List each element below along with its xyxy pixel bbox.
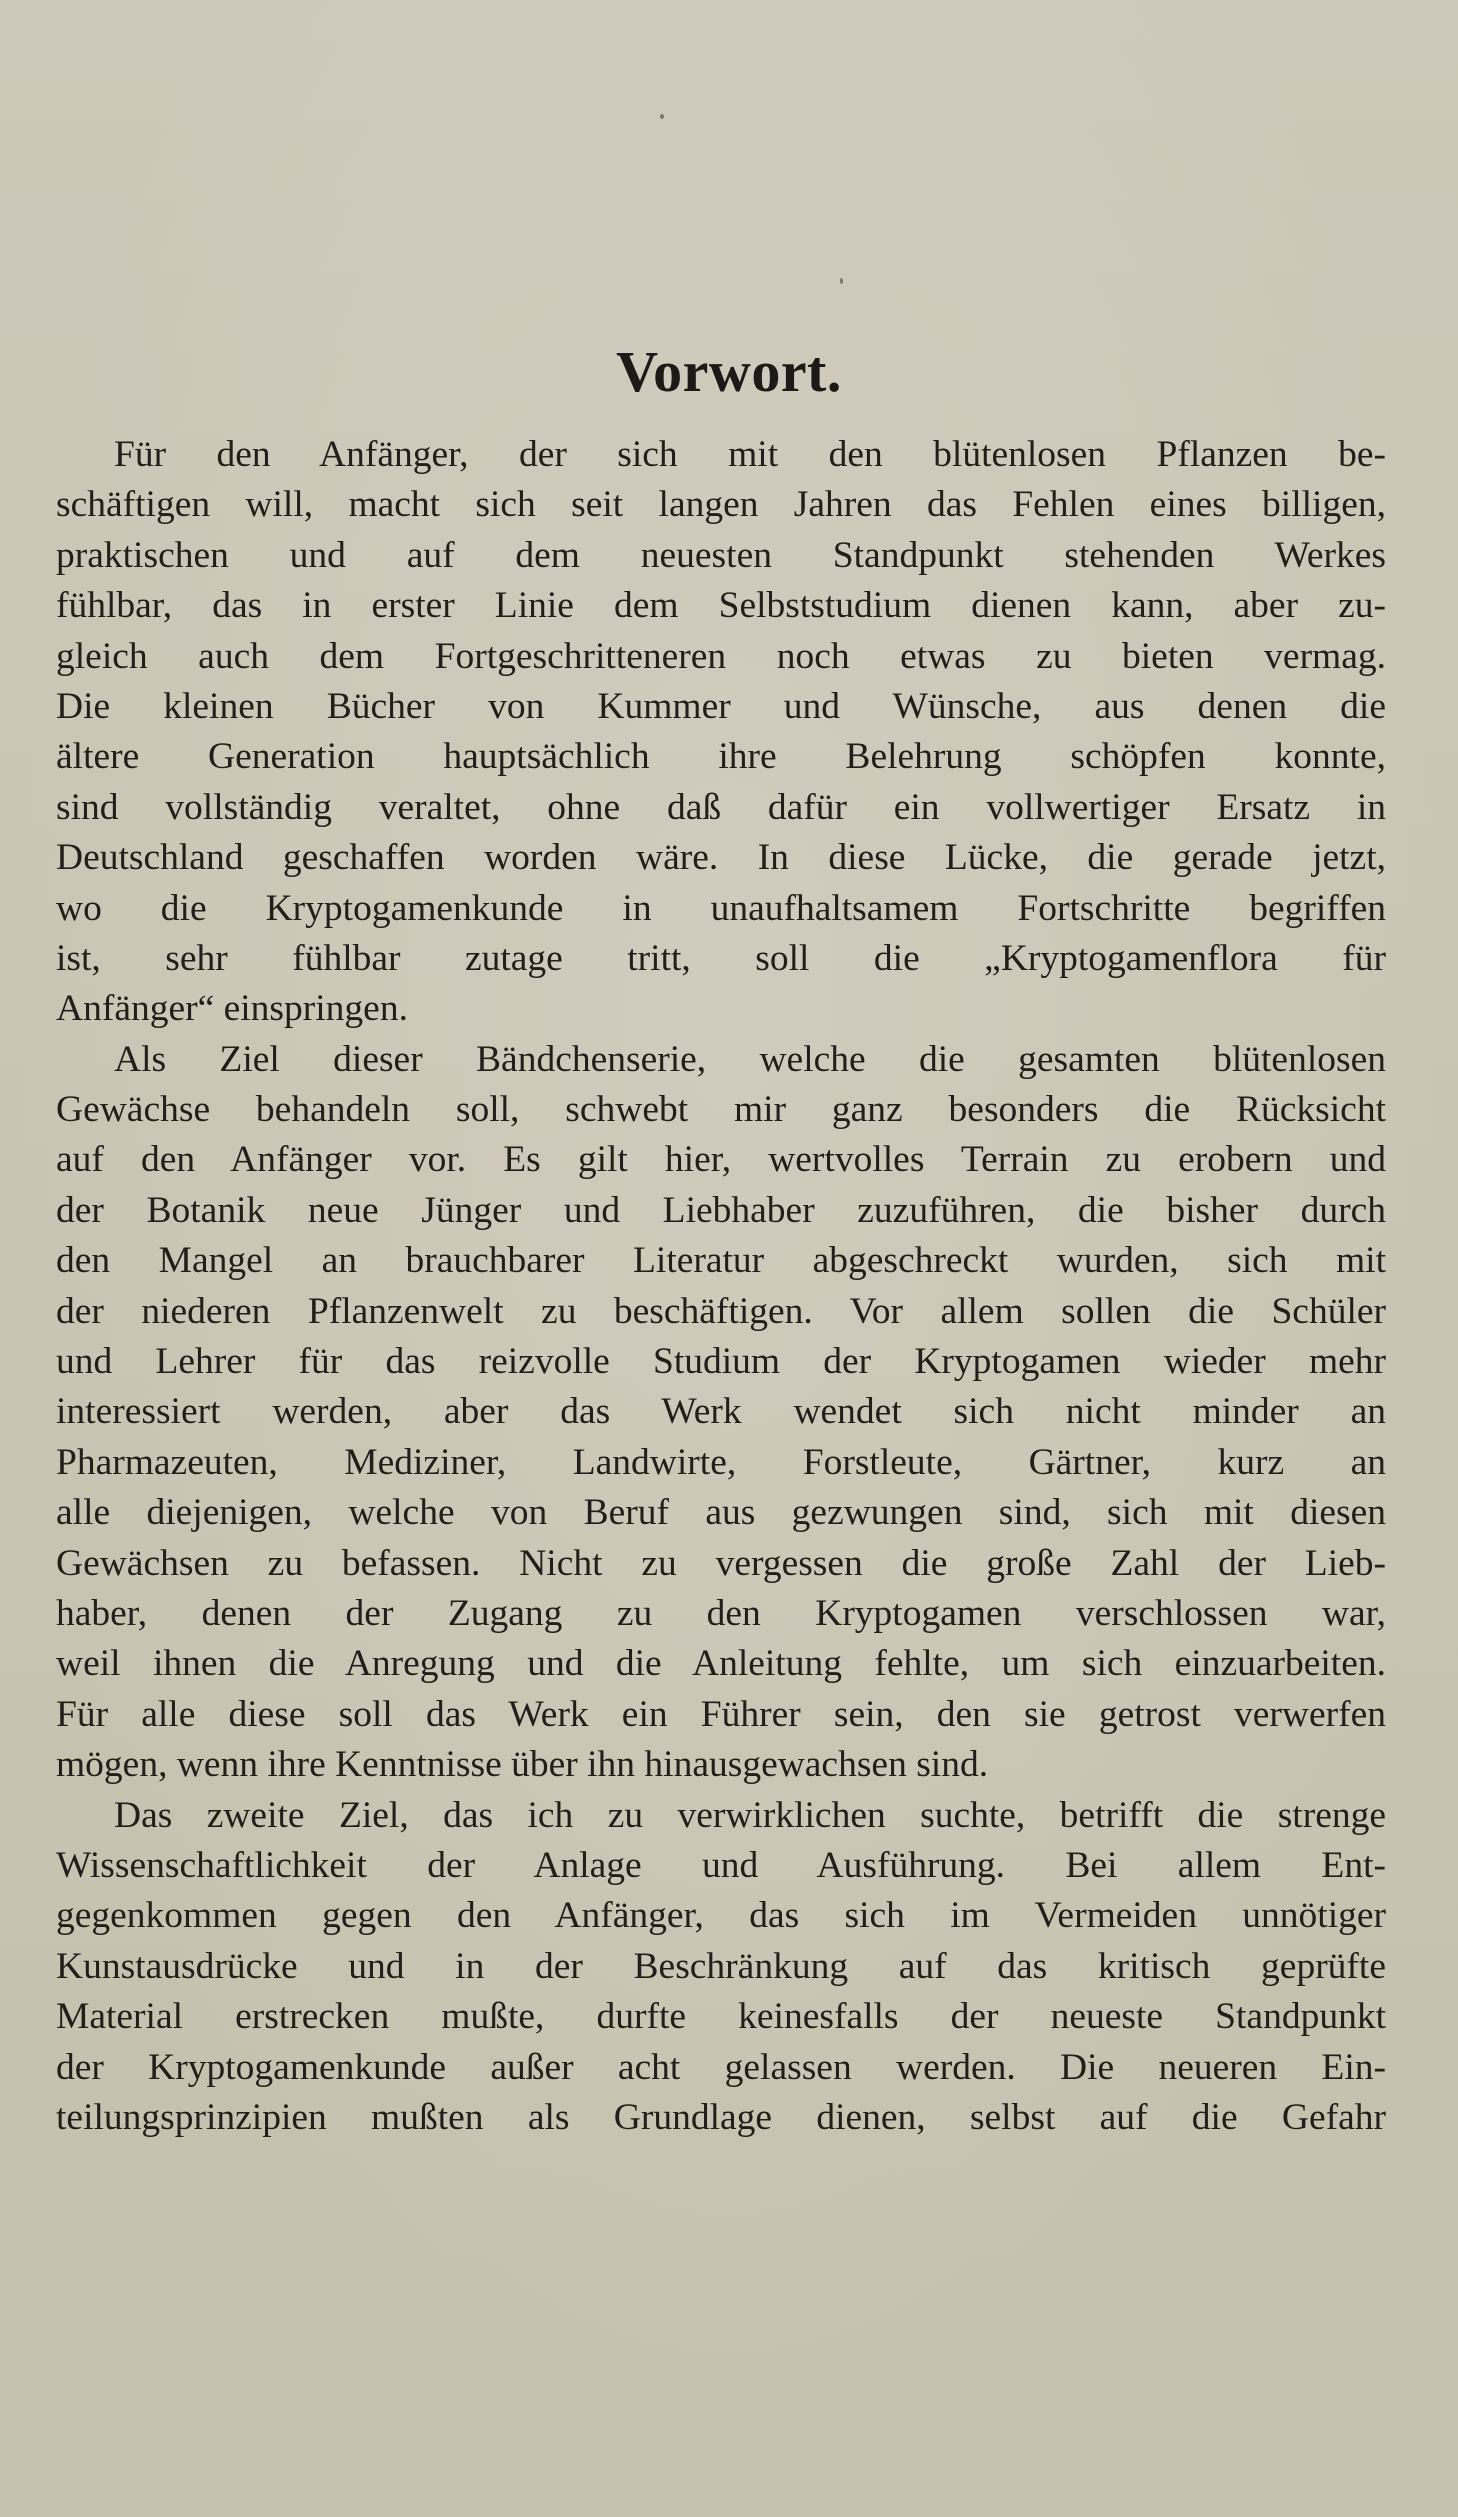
text-line: Kunstausdrücke und in der Beschränkung auf das kritisch geprüfte xyxy=(56,1945,1386,1987)
text-line: Für alle diese soll das Werk ein Führer sein, den sie getrost verwerfen xyxy=(56,1693,1386,1735)
text-line: wo die Kryptogamenkunde in unaufhaltsamem Fortschritte begriffen xyxy=(56,887,1386,929)
text-line: Die kleinen Bücher von Kummer und Wünsche, aus denen die xyxy=(56,685,1386,727)
text-line: Gewächse behandeln soll, schwebt mir ganz besonders die Rücksicht xyxy=(56,1089,1386,1131)
text-line: der niederen Pflanzenwelt zu beschäftigen. Vor allem sollen die Schüler xyxy=(56,1290,1386,1332)
text-line: Wissenschaftlichkeit der Anlage und Ausführung. Bei allem Ent- xyxy=(56,1844,1386,1886)
text-line: der Botanik neue Jünger und Liebhaber zuzuführen, die bisher durch xyxy=(56,1189,1386,1231)
text-line: Deutschland geschaffen worden wäre. In diese Lücke, die gerade jetzt, xyxy=(56,837,1386,879)
text-line: haber, denen der Zugang zu den Kryptogamen verschlossen war, xyxy=(56,1592,1386,1634)
text-line: mögen, wenn ihre Kenntnisse über ihn hinausgewachsen sind. xyxy=(56,1744,989,1786)
text-line: Für den Anfänger, der sich mit den blütenlosen Pflanzen be- xyxy=(114,434,1386,475)
print-speck xyxy=(840,278,843,284)
text-line: und Lehrer für das reizvolle Studium der Kryptogamen wieder mehr xyxy=(56,1341,1386,1383)
text-line: der Kryptogamenkunde außer acht gelassen werden. Die neueren Ein- xyxy=(56,2046,1386,2088)
body-text xyxy=(56,430,1386,2143)
text-line: alle diejenigen, welche von Beruf aus gezwungen sind, sich mit diesen xyxy=(56,1492,1386,1534)
paragraph-1 xyxy=(56,430,1386,1035)
text-line: ist, sehr fühlbar zutage tritt, soll die „Kryptogamenflora für xyxy=(56,937,1386,979)
page-title: Vorwort. xyxy=(616,339,842,404)
text-line: interessiert werden, aber das Werk wendet sich nicht minder an xyxy=(56,1391,1386,1433)
text-line: den Mangel an brauchbarer Literatur abgeschreckt wurden, sich mit xyxy=(56,1240,1386,1282)
text-line: Material erstrecken mußte, durfte keinesfalls der neueste Standpunkt xyxy=(56,1996,1386,2038)
text-line: ältere Generation hauptsächlich ihre Belehrung schöpfen konnte, xyxy=(56,736,1386,778)
text-line: gegenkommen gegen den Anfänger, das sich im Vermeiden unnötiger xyxy=(56,1895,1386,1937)
text-line: Als Ziel dieser Bändchenserie, welche die gesamten blütenlosen xyxy=(114,1038,1386,1080)
text-line: weil ihnen die Anregung und die Anleitung fehlte, um sich einzuarbeiten. xyxy=(56,1643,1386,1685)
text-line: fühlbar, das in erster Linie dem Selbststudium dienen kann, aber zu- xyxy=(56,585,1386,627)
text-line: Gewächsen zu befassen. Nicht zu vergessen die große Zahl der Lieb- xyxy=(56,1542,1386,1584)
text-line: Pharmazeuten, Mediziner, Landwirte, Forstleute, Gärtner, kurz an xyxy=(56,1441,1386,1483)
text-line: Anfänger“ einspringen. xyxy=(56,988,408,1030)
text-line: gleich auch dem Fortgeschritteneren noch etwas zu bieten vermag. xyxy=(56,635,1386,677)
print-speck xyxy=(660,114,664,119)
text-line: schäftigen will, macht sich seit langen Jahren das Fehlen eines billigen, xyxy=(56,484,1386,526)
paragraph-2 xyxy=(56,1035,1386,1791)
text-line: praktischen und auf dem neuesten Standpunkt stehenden Werkes xyxy=(56,534,1386,576)
text-line: teilungsprinzipien mußten als Grundlage dienen, selbst auf die Gefahr xyxy=(56,2096,1386,2138)
text-line: auf den Anfänger vor. Es gilt hier, wertvolles Terrain zu erobern und xyxy=(56,1139,1386,1181)
text-line: Das zweite Ziel, das ich zu verwirklichen suchte, betrifft die strenge xyxy=(114,1794,1386,1836)
text-line: sind vollständig veraltet, ohne daß dafür ein vollwertiger Ersatz in xyxy=(56,786,1386,828)
paragraph-3 xyxy=(56,1791,1386,2144)
